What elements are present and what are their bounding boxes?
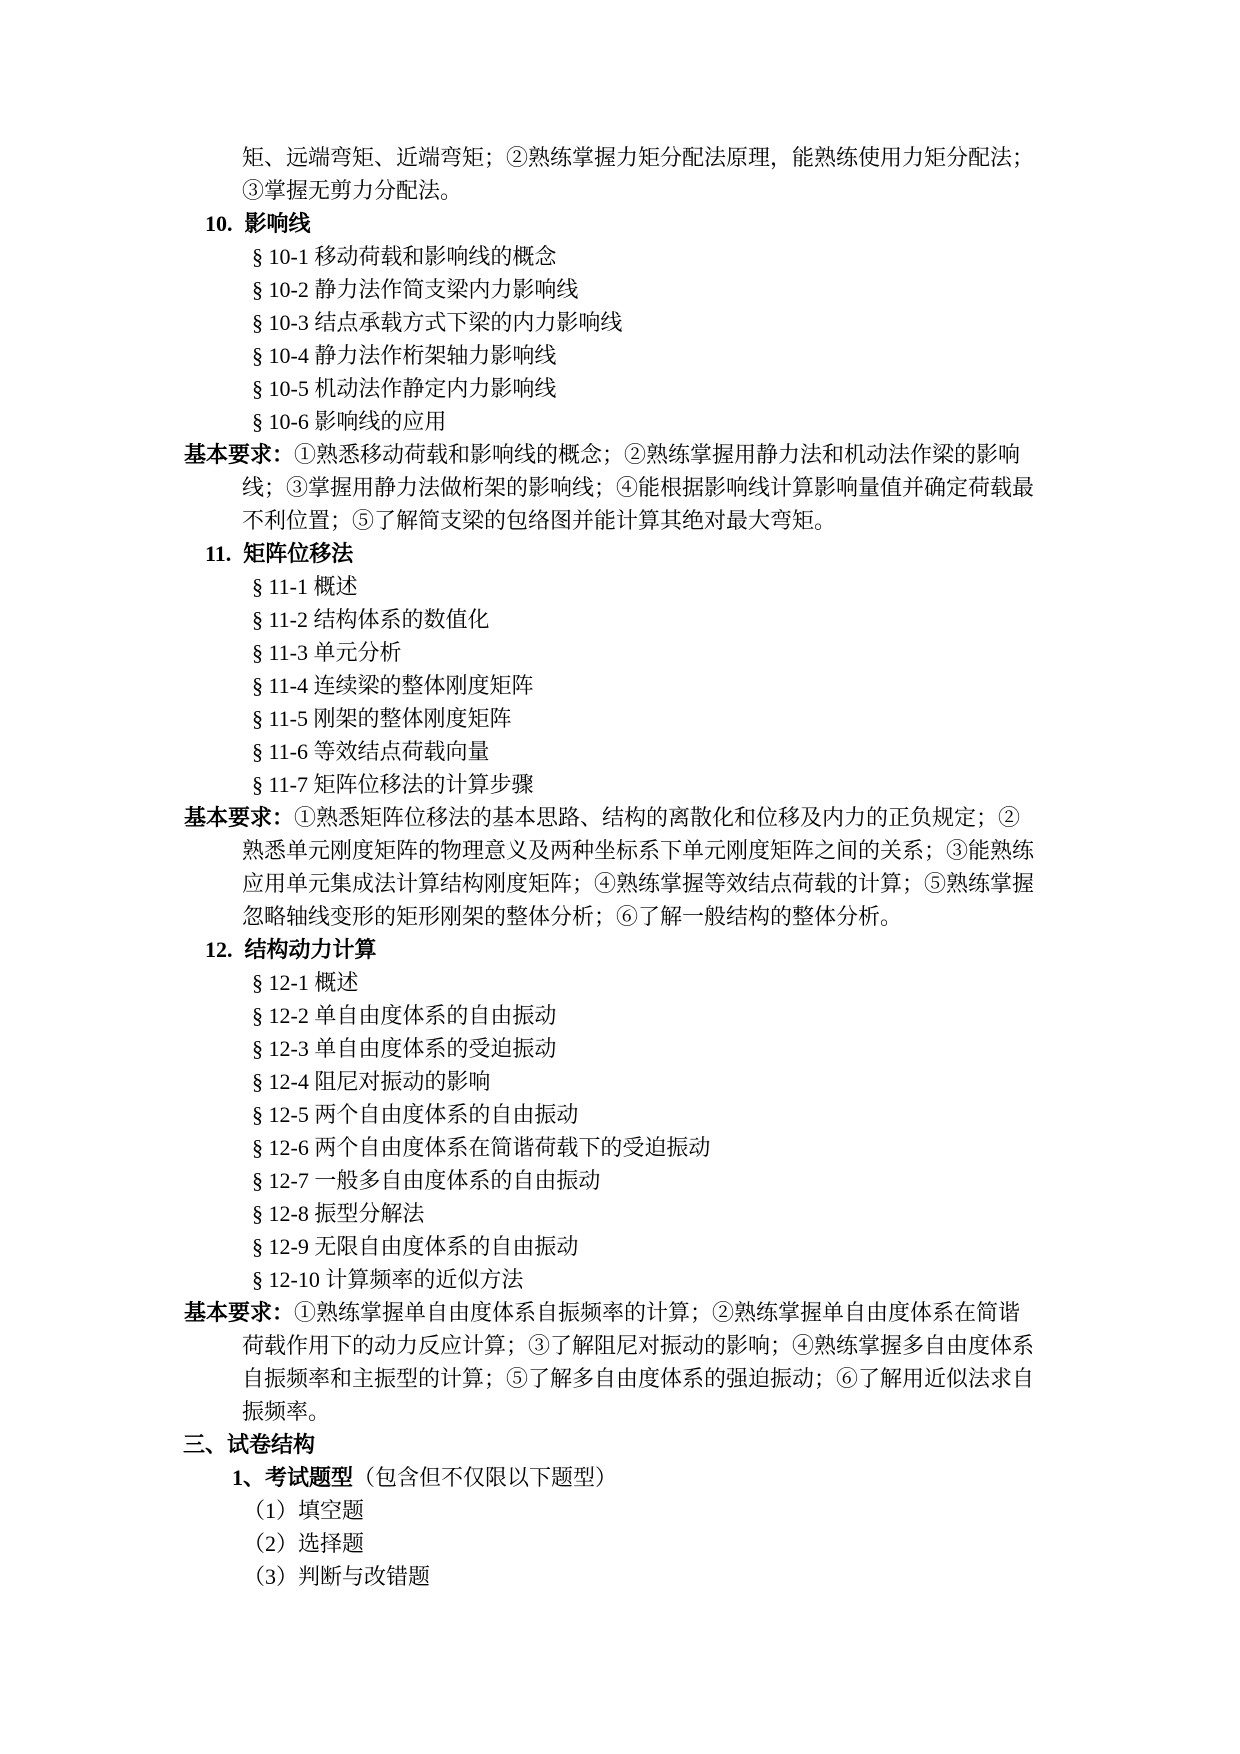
subsection-item: § 11-7 矩阵位移法的计算步骤: [252, 772, 534, 797]
subsection-item: § 12-5 两个自由度体系的自由振动: [252, 1102, 579, 1127]
paragraph-continuation-line: ③掌握无剪力分配法。: [242, 178, 463, 203]
subsection-item: § 12-2 单自由度体系的自由振动: [252, 1003, 557, 1028]
subsection-item: § 12-9 无限自由度体系的自由振动: [252, 1234, 579, 1259]
requirements-line: [184, 1296, 1240, 1329]
subsection-item: § 10-5 机动法作静定内力影响线: [252, 376, 557, 401]
section-number: 11.: [205, 541, 232, 566]
subsection-item: § 10-1 移动荷载和影响线的概念: [252, 244, 557, 269]
subsection-item: § 11-1 概述: [252, 574, 358, 599]
requirements-label: 基本要求：: [184, 442, 295, 467]
subsection-item: § 11-6 等效结点荷载向量: [252, 739, 490, 764]
requirements-line: 不利位置；⑤了解简支梁的包络图并能计算其绝对最大弯矩。: [242, 508, 837, 533]
section-number: 12.: [205, 937, 233, 962]
part-heading: 三、试卷结构: [183, 1432, 316, 1457]
question-type-item: （3）判断与改错题: [243, 1564, 431, 1589]
subsection-item: § 10-2 静力法作简支梁内力影响线: [252, 277, 579, 302]
subsection-item: § 10-4 静力法作桁架轴力影响线: [252, 343, 557, 368]
requirements-line: 熟悉单元刚度矩阵的物理意义及两种坐标系下单元刚度矩阵之间的关系；③能熟练: [242, 838, 1035, 863]
subsection-item: § 11-5 刚架的整体刚度矩阵: [252, 706, 512, 731]
subsection-item: § 12-7 一般多自由度体系的自由振动: [252, 1168, 601, 1193]
item-note: （包含但不仅限以下题型）: [353, 1465, 618, 1490]
subsection-item: § 12-4 阻尼对振动的影响: [252, 1069, 491, 1094]
requirements-line: 应用单元集成法计算结构刚度矩阵；④熟练掌握等效结点荷载的计算；⑤熟练掌握: [242, 871, 1035, 896]
requirements-line: 忽略轴线变形的矩形刚架的整体分析；⑥了解一般结构的整体分析。: [242, 904, 903, 929]
requirements-label: 基本要求：: [184, 805, 295, 830]
section-number: 10.: [205, 211, 233, 236]
requirements-label: 基本要求：: [184, 1300, 295, 1325]
section-heading-11: [205, 537, 1240, 570]
requirements-text: ①熟练掌握单自由度体系自振频率的计算；②熟练掌握单自由度体系在简谐: [294, 1300, 1021, 1325]
section-title: 结构动力计算: [244, 937, 377, 962]
section-title: 影响线: [244, 211, 311, 236]
section-title: 矩阵位移法: [243, 541, 354, 566]
paragraph-continuation-line: 矩、远端弯矩、近端弯矩；②熟练掌握力矩分配法原理，能熟练使用力矩分配法；: [242, 145, 1035, 170]
section-heading-10: [205, 207, 1240, 240]
subsection-item: § 12-8 振型分解法: [252, 1201, 425, 1226]
requirements-line: [184, 438, 1240, 471]
requirements-text: ①熟悉矩阵位移法的基本思路、结构的离散化和位移及内力的正负规定；②: [294, 805, 1021, 830]
subsection-item: § 12-1 概述: [252, 970, 359, 995]
subsection-item: § 11-3 单元分析: [252, 640, 402, 665]
exam-question-types-heading: [232, 1461, 1240, 1494]
subsection-item: § 12-10 计算频率的近似方法: [252, 1267, 524, 1292]
item-label: 1、考试题型: [232, 1465, 354, 1490]
question-type-item: （1）填空题: [243, 1498, 365, 1523]
requirements-line: 荷载作用下的动力反应计算；③了解阻尼对振动的影响；④熟练掌握多自由度体系: [242, 1333, 1035, 1358]
subsection-item: § 10-3 结点承载方式下梁的内力影响线: [252, 310, 623, 335]
section-heading-12: [205, 933, 1240, 966]
question-type-item: （2）选择题: [243, 1531, 365, 1556]
subsection-item: § 12-3 单自由度体系的受迫振动: [252, 1036, 557, 1061]
subsection-item: § 11-2 结构体系的数值化: [252, 607, 490, 632]
requirements-line: 线；③掌握用静力法做桁架的影响线；④能根据影响线计算影响量值并确定荷载最: [242, 475, 1035, 500]
requirements-text: ①熟悉移动荷载和影响线的概念；②熟练掌握用静力法和机动法作梁的影响: [294, 442, 1021, 467]
subsection-item: § 11-4 连续梁的整体刚度矩阵: [252, 673, 534, 698]
requirements-line: 振频率。: [242, 1399, 331, 1424]
requirements-line: 自振频率和主振型的计算；⑤了解多自由度体系的强迫振动；⑥了解用近似法求自: [242, 1366, 1035, 1391]
requirements-line: [184, 801, 1240, 834]
subsection-item: § 12-6 两个自由度体系在简谐荷载下的受迫振动: [252, 1135, 711, 1160]
subsection-item: § 10-6 影响线的应用: [252, 409, 447, 434]
